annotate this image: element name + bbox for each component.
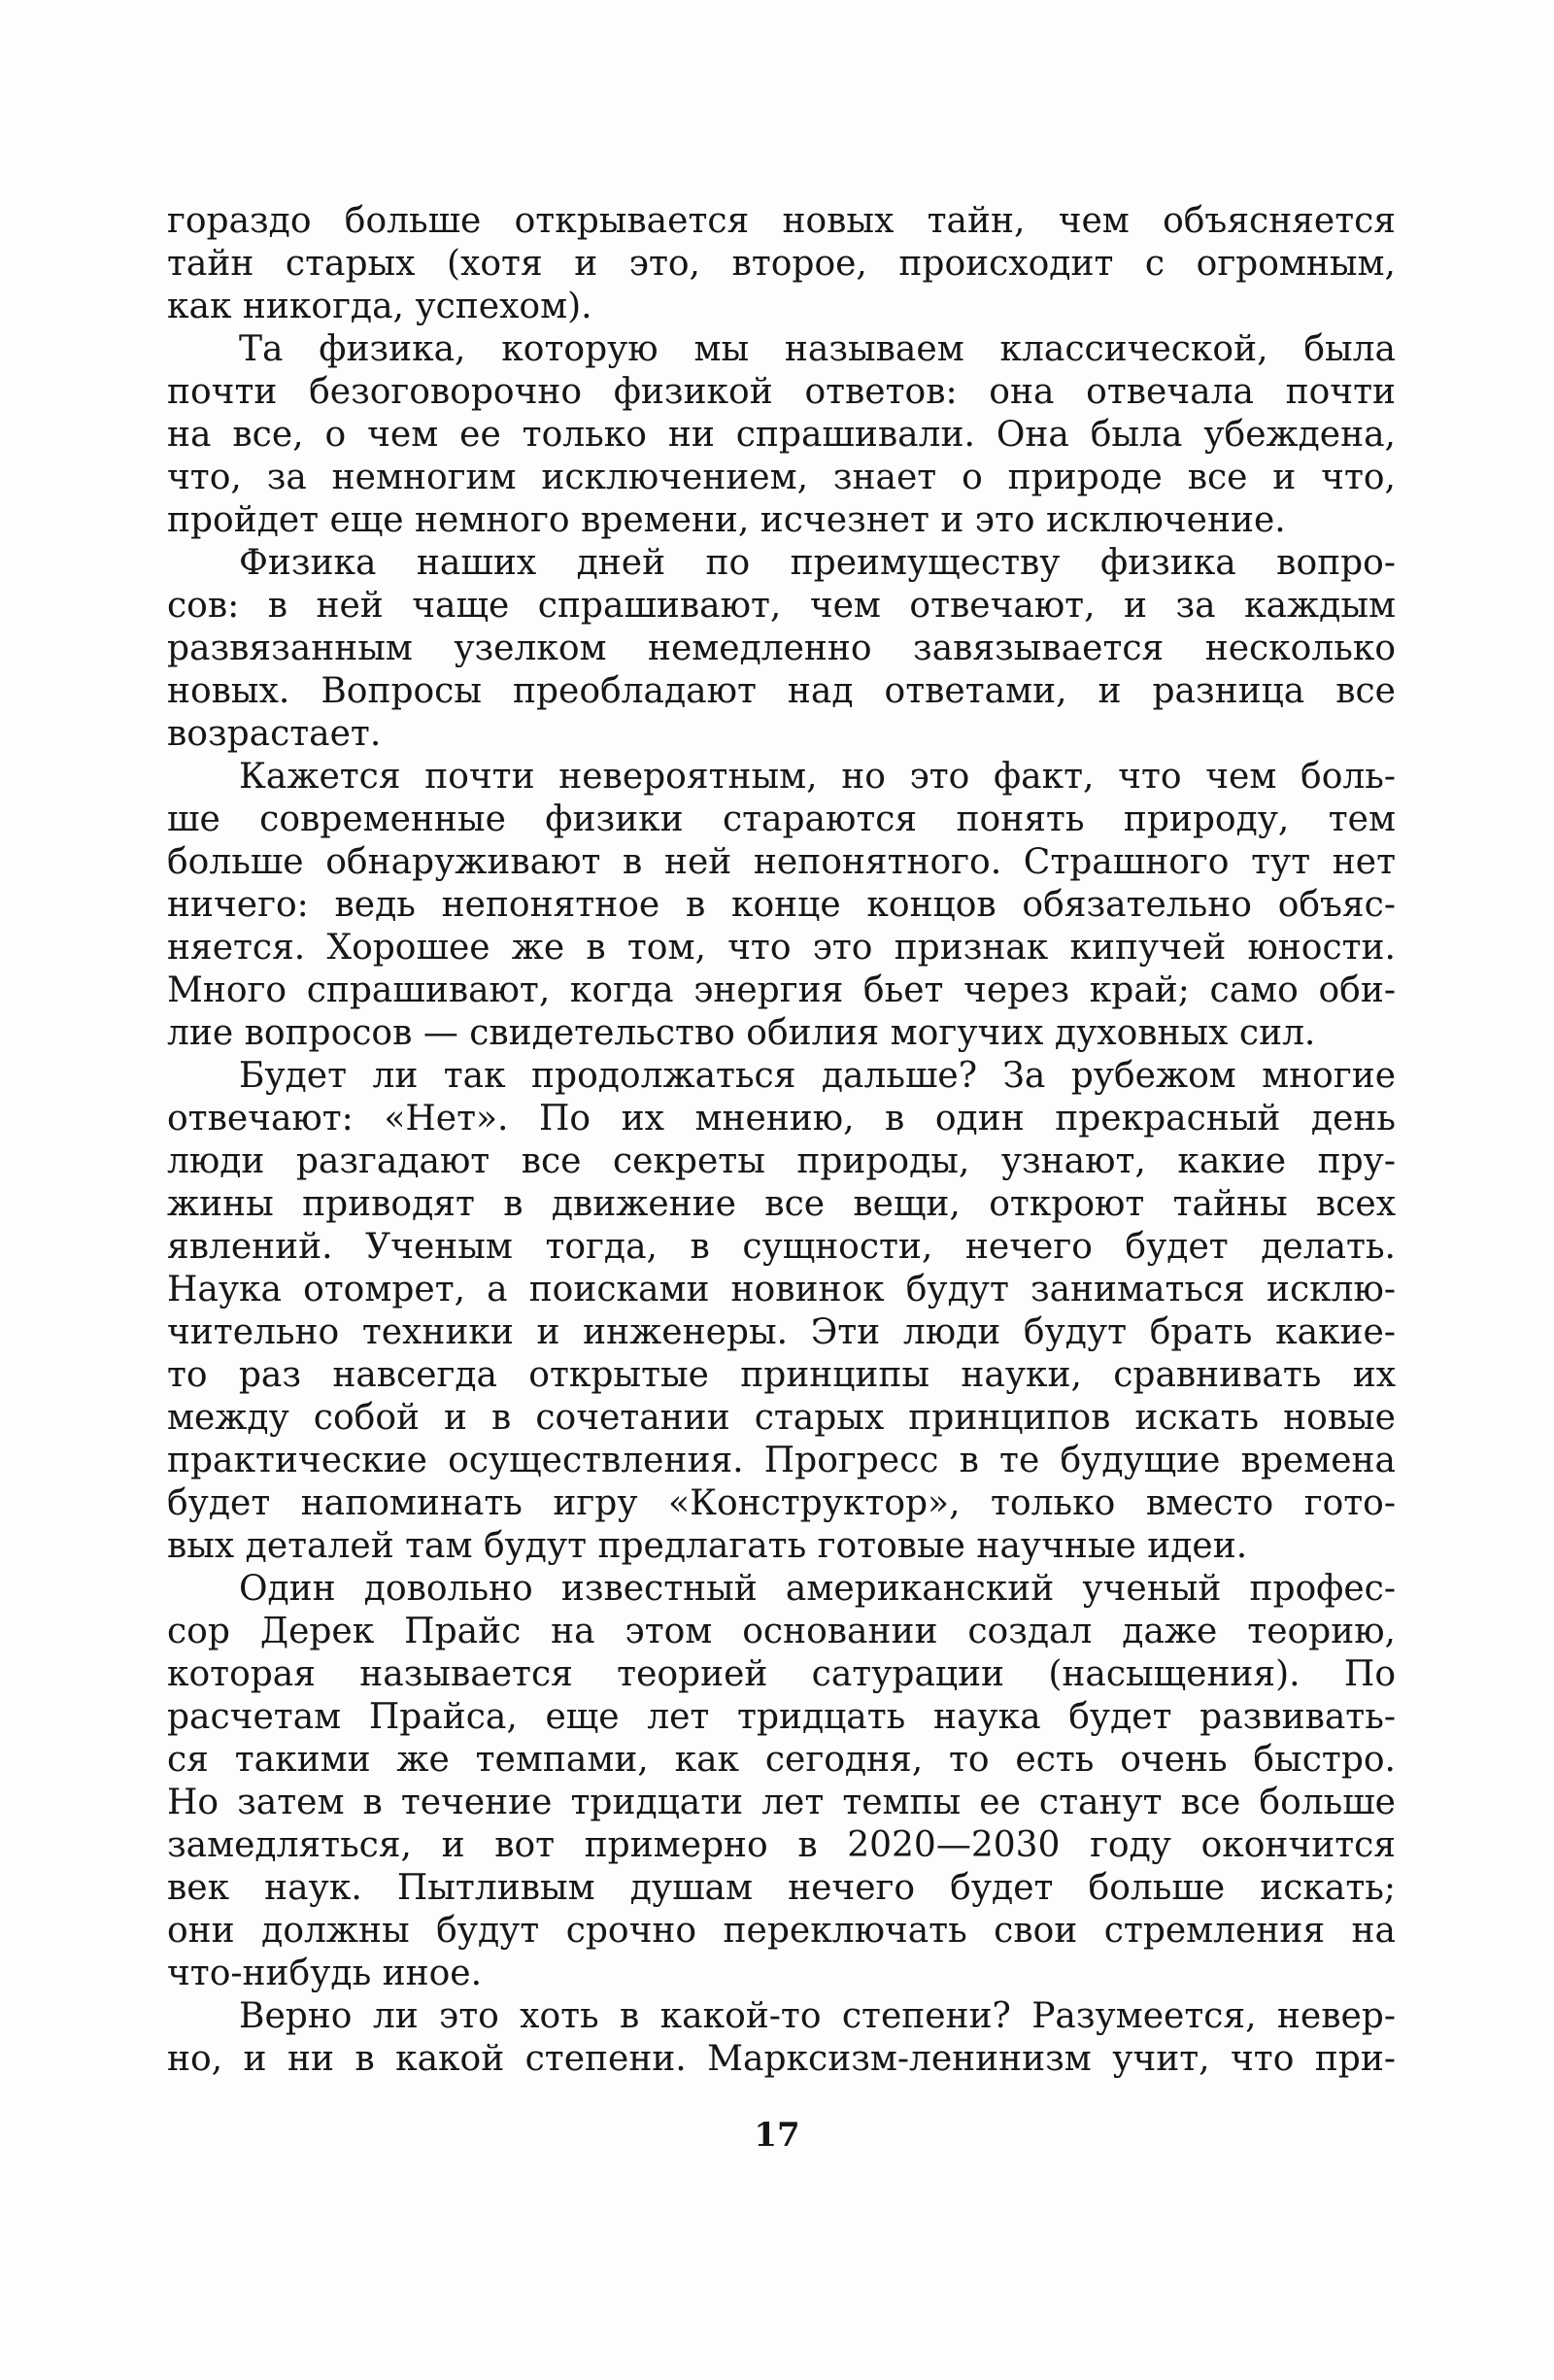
text-line: больше обнаруживают в ней непонятного. Страшного тут нет [167,842,1396,882]
text-line: они должны будут срочно переключать свои стремления на [167,1911,1396,1951]
text-line: Та физика, которую мы называем классической, была [239,329,1396,369]
text-line: Физика наших дней по преимуществу физика вопро- [239,543,1396,583]
text-line: практические осуществления. Прогресс в те будущие времена [167,1441,1396,1480]
text-line: замедляться, и вот примерно в 2020—2030 году окончится [167,1825,1396,1865]
paragraph [167,1055,1396,1568]
text-line: век наук. Пытливым душам нечего будет больше искать; [167,1868,1396,1908]
text-line: Верно ли это хоть в какой-то степени? Разумеется, невер- [239,1996,1396,2036]
text-line: развязанным узелком немедленно завязывается несколько [167,629,1396,668]
paragraph [167,756,1396,1055]
text-line: которая называется теорией сатурации (насыщения). По [167,1654,1396,1694]
text-line: чительно техники и инженеры. Эти люди будут брать какие- [167,1312,1396,1352]
text-line: что, за немногим исключением, знает о природе все и что, [167,458,1396,497]
text-line: явлений. Ученым тогда, в сущности, нечего будет делать. [167,1227,1396,1267]
text-line: пройдет еще немного времени, исчезнет и это исключение. [167,500,1286,540]
text-line: как никогда, успехом). [167,287,592,326]
text-line: ся такими же темпами, как сегодня, то есть очень быстро. [167,1740,1396,1780]
text-line: почти безоговорочно физикой ответов: она отвечала почти [167,372,1396,412]
text-line: няется. Хорошее же в том, что это признак кипучей юности. [167,928,1396,968]
text-line: что-нибудь иное. [167,1954,483,1993]
text-line: между собой и в сочетании старых принципов искать новые [167,1398,1396,1438]
text-line: будет напоминать игру «Конструктор», только вместо гото- [167,1483,1396,1523]
text-line: возрастает. [167,714,382,754]
text-line: жины приводят в движение все вещи, откроют тайны всех [167,1184,1396,1224]
text-line: Но затем в течение тридцати лет темпы ее станут все больше [167,1783,1396,1822]
page-number: 17 [754,2116,800,2155]
text-line: вых деталей там будут предлагать готовые научные идеи. [167,1526,1248,1566]
paragraph [167,1568,1396,1995]
text-line: новых. Вопросы преобладают над ответами, и разница все [167,671,1396,711]
text-line: люди разгадают все секреты природы, узнают, какие пру- [167,1141,1396,1181]
text-line: ничего: ведь непонятное в конце концов обязательно объяс- [167,885,1396,925]
text-line: тайн старых (хотя и это, второе, происходит с огромным, [167,244,1396,284]
text-line: но, и ни в какой степени. Марксизм-ленинизм учит, что при- [167,2039,1396,2079]
paragraph [167,1995,1396,2081]
text-line: расчетам Прайса, еще лет тридцать наука будет развивать- [167,1697,1396,1737]
text-line: Будет ли так продолжаться дальше? За рубежом многие [239,1056,1396,1096]
paragraph [167,542,1396,756]
text-line: ше современные физики стараются понять природу, тем [167,799,1396,839]
text-line: сор Дерек Прайс на этом основании создал даже теорию, [167,1612,1396,1651]
text-line: Один довольно известный американский ученый профес- [239,1569,1396,1609]
text-line: отвечают: «Нет». По их мнению, в один прекрасный день [167,1099,1396,1139]
body-text [167,200,1396,2081]
paragraph [167,200,1396,328]
text-line: на все, о чем ее только ни спрашивали. Она была убеждена, [167,415,1396,455]
text-line: Наука отомрет, а поисками новинок будут заниматься исклю- [167,1270,1396,1309]
text-line: лие вопросов — свидетельство обилия могучих духовных сил. [167,1013,1316,1053]
text-line: сов: в ней чаще спрашивают, чем отвечают, и за каждым [167,586,1396,626]
text-line: Кажется почти невероятным, но это факт, что чем боль- [239,757,1396,797]
text-line: Много спрашивают, когда энергия бьет через край; само оби- [167,970,1396,1010]
paragraph [167,328,1396,542]
text-line: гораздо больше открывается новых тайн, чем объясняется [167,201,1396,241]
text-line: то раз навсегда открытые принципы науки, сравнивать их [167,1355,1396,1395]
